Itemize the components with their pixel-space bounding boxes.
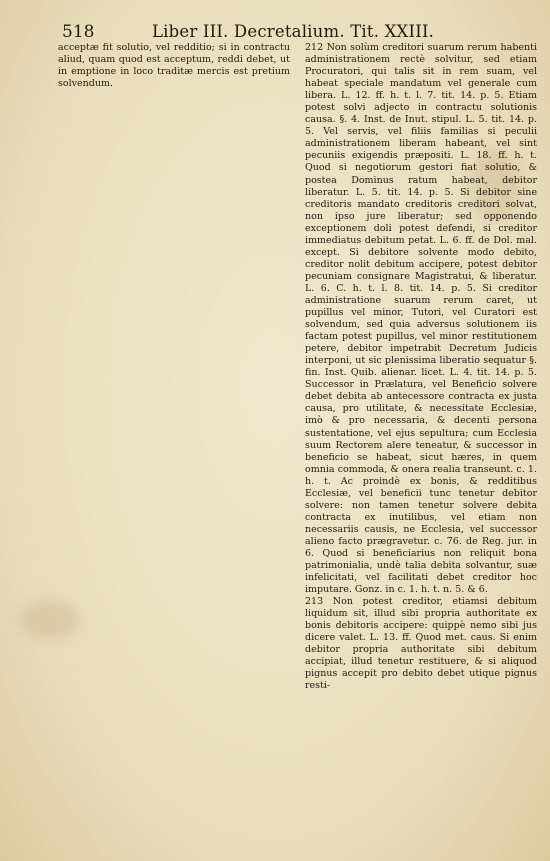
running-title: Liber III. Decretalium. Tit. XXIII.: [152, 22, 435, 41]
paragraph: 213 Non potest creditor, etiamsi debitum liquidum sit, illud sibi propria authoritate ex bonis debitoris accipere: quippè nemo sibi jus dicere valet. L. 13. ff. Quod met. caus. Si enim debitor propria authoritate sibi debitum accipiat, illud tenetur restituere, & si aliquod pignus accepit pro debito debet utique pignus resti-: [305, 596, 537, 692]
right-column: [305, 42, 537, 693]
page-number: 518: [62, 22, 95, 42]
left-column: [58, 42, 290, 90]
paragraph: acceptæ fit solutio, vel redditio; si in contractu aliud, quam quod est acceptum, reddi debet, ut in emptione in loco traditæ mercis est pretium solvendum.: [58, 42, 290, 90]
paper-stain: [20, 600, 80, 640]
paragraph: 212 Non solùm creditori suarum rerum habenti administrationem rectè solvitur, sed etiam Procuratori, qui talis sit in rem suam, vel habeat speciale mandatum vel generale cum libera. L. 12. ff. h. t. l. 7. tit. 14. p. 5. Etiam potest solvi adjecto in contractu solutionis causa. §. 4. Inst. de Inut. stipul. L. 5. tit. 14. p. 5. Vel servis, vel filiis familias si peculii administrationem liberam habeant, vel sint pecuniis exigendis præpositi. L. 18. ff. h. t. Quod si negotiorum gestori fiat solutio, & postea Dominus ratum habeat, debitor liberatur. L. 5. tit. 14. p. 5. Si debitor sine creditoris mandato creditoris creditori solvat, non ipso jure liberatur; sed opponendo exceptionem doli potest defendi, si creditor immediatus debitum petat. L. 6. ff. de Dol. mal. except. Si debitore solvente modo debito, creditor nolit debitum accipere, potest debitor pecuniam consignare Magistratui, & liberatur. L. 6. C. h. t. l. 8. tit. 14. p. 5. Si creditor administratione suarum rerum caret, ut pupillus vel minor, Tutori, vel Curatori est solvendum, sed quia adversus solutionem iis factam potest pupillus, vel minor restitutionem petere, debitor impetrabit Decretum Judicis interponi, ut sic plenissima liberatio sequatur §. fin. Inst. Quib. alienar. licet. L. 4. tit. 14. p. 5. Successor in Prælatura, vel Beneficio solvere debet debita ab antecessore contracta ex justa causa, pro utilitate, & necessitate Ecclesiæ, imò & pro necessaria, & decenti persona sustentatione, vel ejus sepultura; cum Ecclesia suum Rectorem alere teneatur, & successor in beneficio se habeat, sicut hæres, in quem omnia commoda, & onera realia transeunt. c. 1. h. t. Ac proindè ex bonis, & redditibus Ecclesiæ, vel beneficii tunc tenetur debitor solvere: non tamen tenetur solvere debita contracta ex inutilibus, vel etiam non necessariis causis, ne Ecclesia, vel successor alieno facto prægravetur. c. 76. de Reg. jur. in 6. Quod si beneficiarius non reliquit bona patrimonialia, undè talia debita solvantur, suæ infelicitati, vel facilitati debet creditor hoc imputare. Gonz. in c. 1. h. t. n. 5. & 6.: [305, 42, 537, 596]
